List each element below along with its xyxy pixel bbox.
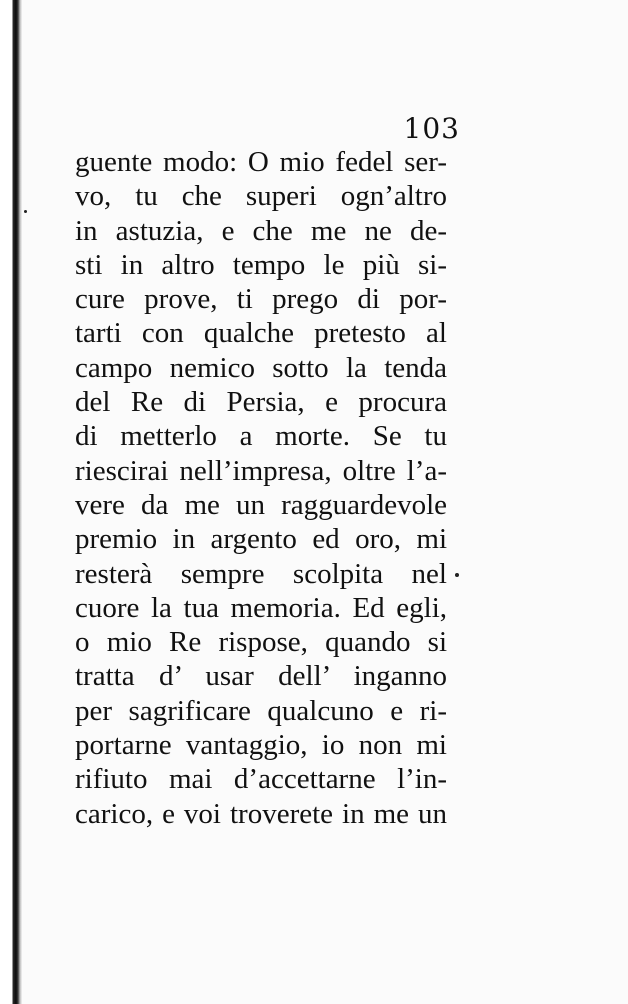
- text-line: carico, e voi troverete in me un: [75, 797, 447, 830]
- text-line: vere da me un ragguardevole: [75, 488, 447, 521]
- text-line: resterà sempre scolpita nel: [75, 557, 447, 590]
- text-line: di metterlo a morte. Se tu: [75, 420, 447, 453]
- text-line: o mio Re rispose, quando si: [75, 626, 447, 659]
- text-line: per sagrificare qualcuno e ri-: [75, 694, 447, 727]
- text-line: cuore la tua memoria. Ed egli,: [75, 591, 447, 624]
- page-spine-edge: [0, 0, 22, 1004]
- page-number: 103: [403, 112, 460, 145]
- text-line: sti in altro tempo le più si-: [75, 248, 447, 281]
- text-line: campo nemico sotto la tenda: [75, 351, 447, 384]
- text-line: guente modo: O mio fedel ser-: [75, 146, 447, 178]
- text-line: del Re di Persia, e procura: [75, 386, 447, 419]
- text-line: tratta d’ usar dell’ inganno: [75, 660, 447, 693]
- text-line: tarti con qualche pretesto al: [75, 317, 447, 350]
- text-line: riescirai nell’impresa, oltre l’a-: [75, 454, 447, 487]
- body-text: [75, 145, 447, 831]
- text-line: vo, tu che superi ogn’altro: [75, 180, 447, 213]
- text-line: rifiuto mai d’accettarne l’in-: [75, 763, 447, 796]
- text-line: cure prove, ti prego di por-: [75, 283, 447, 316]
- text-line: in astuzia, e che me ne de-: [75, 214, 447, 247]
- ink-speck: [455, 573, 459, 577]
- text-line: portarne vantaggio, io non mi: [75, 729, 447, 762]
- text-line: premio in argento ed oro, mi: [75, 523, 447, 556]
- ink-speck: [24, 210, 27, 213]
